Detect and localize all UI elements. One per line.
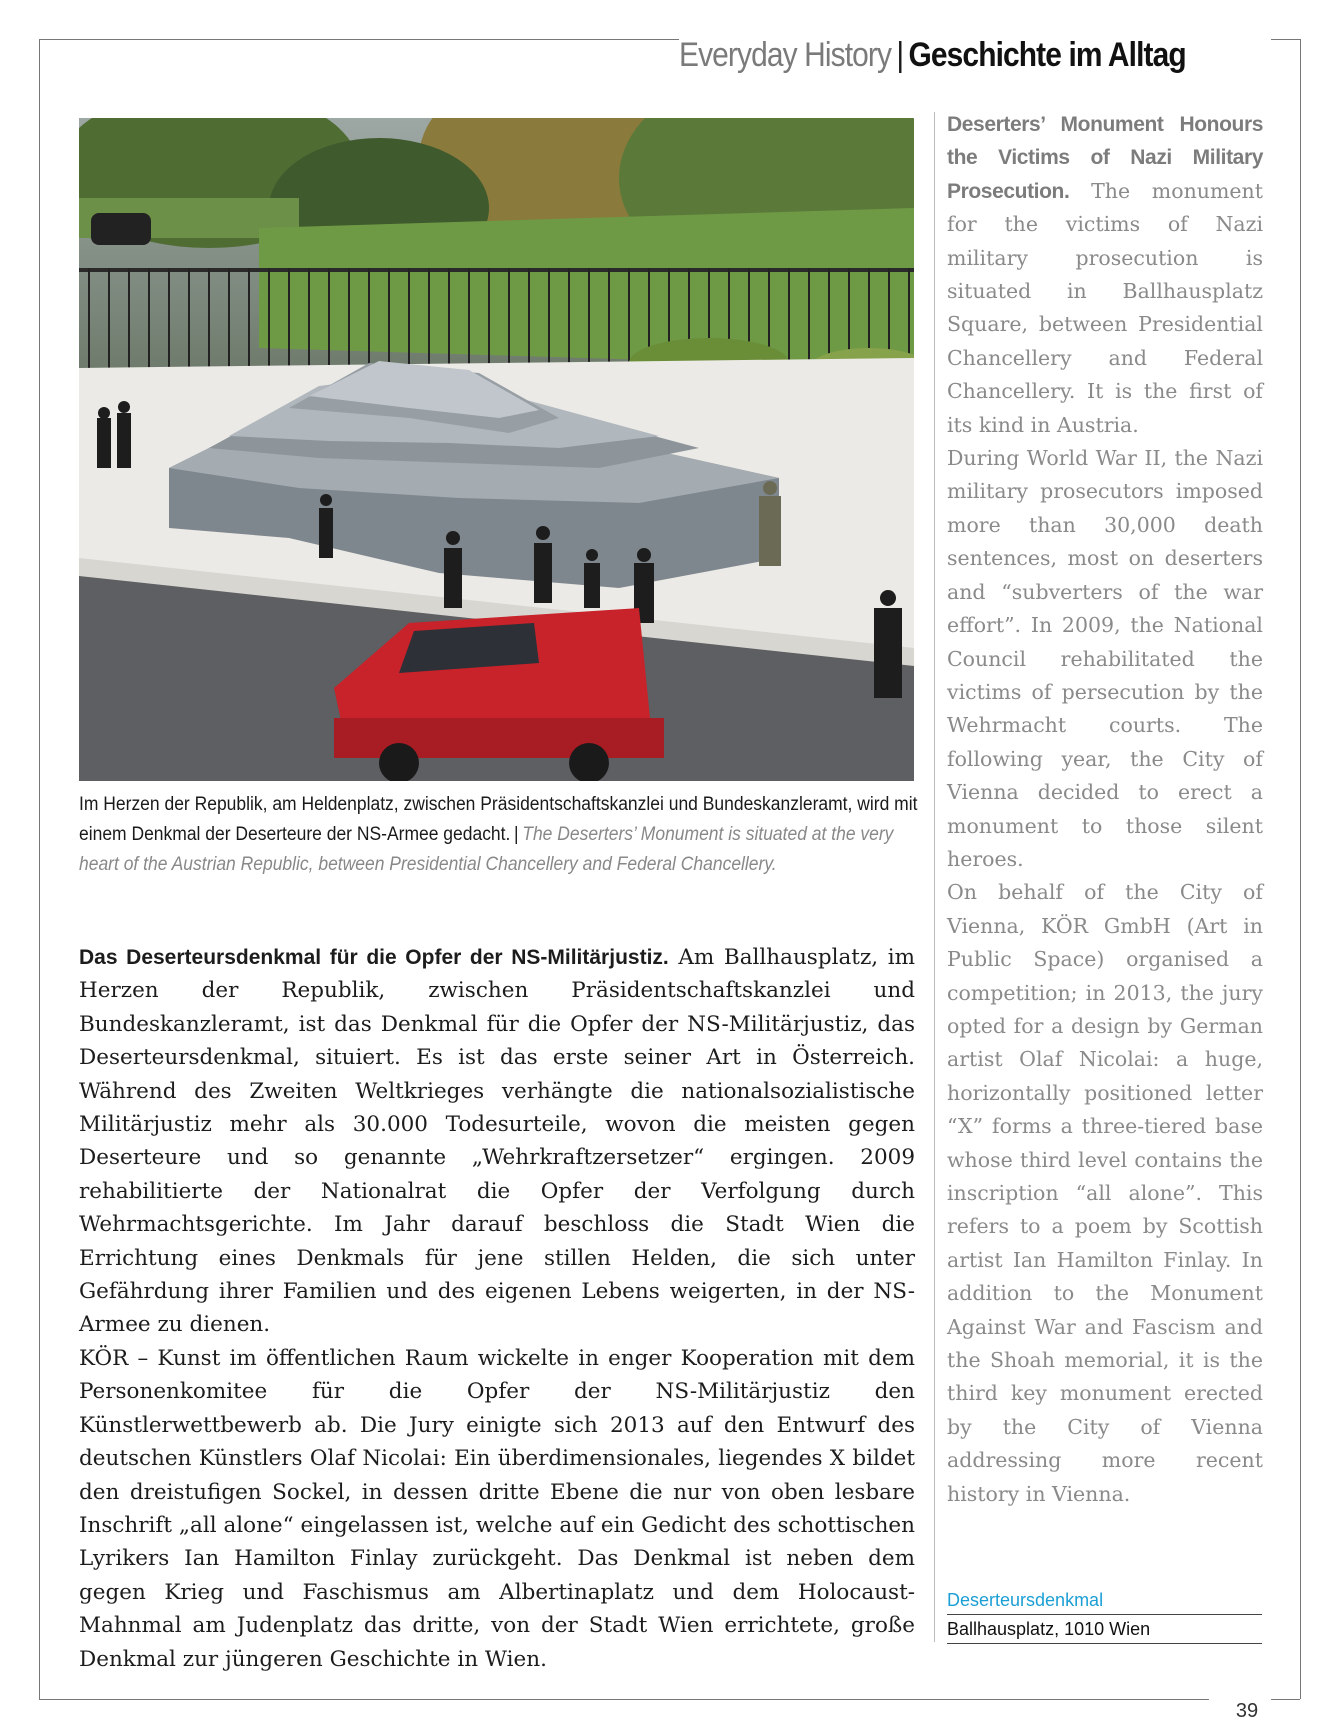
side-article-paragraph-1 xyxy=(947,108,1263,442)
main-article-paragraph-1 xyxy=(79,941,915,1342)
caption-separator: | xyxy=(514,824,519,845)
frame-right xyxy=(1300,39,1301,1699)
side-article xyxy=(947,108,1263,1511)
main-article-lead: Das Deserteursdenkmal für die Opfer der NS-Militärjustiz. xyxy=(79,946,669,969)
main-article xyxy=(79,941,915,1676)
photo-caption xyxy=(79,790,919,880)
side-article-paragraph-2: During World War II, the Nazi military prosecutors imposed more than 30,000 death sentences, most on deserters and “subverters of the war effort”. In 2009, the National Council rehabilitated the victims of persecution by the Wehrmacht courts. The following year, the City of Vienna decided to erect a monument to those silent heroes. xyxy=(947,446,1263,871)
side-article-paragraph-3: On behalf of the City of Vienna, KÖR GmbH (Art in Public Space) organised a competition; in 2013, the jury opted for a design by German artist Olaf Nicolai: a huge, horizontally positioned letter “X” forms a three-tiered base whose third level contains the inscription “all alone”. This refers to a poem by Scottish artist Ian Hamilton Finlay. In addition to the Monument Against War and Fascism and the Shoah memorial, it is the third key monument erected by the City of Vienna addressing more recent history in Vienna. xyxy=(947,880,1263,1506)
photo-deserters-monument-icon xyxy=(79,118,914,781)
page-header xyxy=(679,30,1200,80)
header-german: Geschichte im Alltag xyxy=(908,36,1186,74)
frame-left xyxy=(39,39,40,1699)
column-divider xyxy=(934,112,935,1642)
header-separator: | xyxy=(896,36,904,74)
main-article-paragraph-2: KÖR – Kunst im öffentlichen Raum wickelte in enger Kooperation mit dem Personenkomitee für die Opfer der NS-Militärjustiz den Künstlerwettbewerb ab. Die Jury einigte sich 2013 auf den Entwurf des deutschen Künstlers Olaf Nicolai: Ein überdimensionales, liegendes X bildet den dreistufigen Sockel, in dessen dritte Ebene die nur von oben lesbare Inschrift „all alone“ eingelassen ist, welche auf ein Gedicht des schottischen Lyrikers Ian Hamilton Finlay zurückgeht. Das Denkmal ist neben dem gegen Krieg und Faschismus am Albertinaplatz und dem Holocaust-Mahnmal am Judenplatz das dritte, von der Stadt Wien errichtete, große Denkmal zur jüngeren Geschichte in Wien. xyxy=(79,1345,915,1672)
frame-bottom xyxy=(39,1699,1209,1700)
side-article-lead: Deserters’ Monument Honours the Victims of Nazi Military Prosecution. xyxy=(947,113,1263,203)
location-name: Deserteursdenkmal xyxy=(947,1586,1262,1615)
side-article-body: The monument for the victims of Nazi military prosecution is situated in Ballhausplatz Square, between Presidential Chancellery and Federal Chancellery. It is the first of its kind in Austria. xyxy=(947,178,1263,437)
header-english: Everyday History xyxy=(679,36,892,74)
frame-top-left xyxy=(39,39,679,40)
page-number: 39 xyxy=(1235,1700,1259,1722)
frame-bottom-right xyxy=(1271,1699,1300,1700)
caption-german: Im Herzen der Republik, am Heldenplatz, zwischen Präsidentschaftskanzlei und Bundeskanzleramt, wird mit einem Denkmal der Deserteure der NS-Armee gedacht. xyxy=(79,794,918,845)
main-article-body: Am Ballhausplatz, im Herzen der Republik, zwischen Präsidentschaftskanzlei und Bundeskanzleramt, ist das Denkmal für die Opfer der NS-Militärjustiz, das Deserteursdenkmal, situiert. Es ist das erste seiner Art in Österreich. Während des Zweiten Weltkrieges verhängte die nationalsozialistische Militärjustiz mehr als 30.000 Todesurteile, wovon die meisten gegen Deserteure und so genannte „Wehrkraftzersetzer“ ergingen. 2009 rehabilitierte der Nationalrat die Opfer der Verfolgung durch Wehrmachtsgerichte. Im Jahr darauf beschloss die Stadt Wien die Errichtung eines Denkmals für jene stillen Helden, die sich unter Gefährdung ihrer Familien und des eigenen Lebens weigerten, in der NS-Armee zu dienen. xyxy=(79,945,915,1338)
location-address: Ballhausplatz, 1010 Wien xyxy=(947,1615,1262,1644)
frame-top-right xyxy=(1271,39,1300,40)
monument-photo xyxy=(79,118,914,781)
caption-english: The Deserters’ Monument is situated at the very heart of the Austrian Republic, between Presidential Chancellery and Federal Chancellery. xyxy=(79,824,894,875)
location-info-box xyxy=(947,1586,1262,1644)
